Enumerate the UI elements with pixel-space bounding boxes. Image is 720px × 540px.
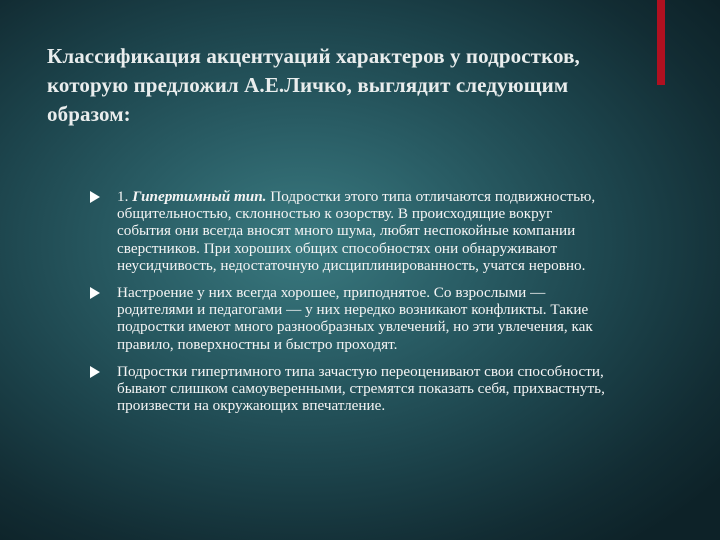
bullet-item-3 [90, 363, 610, 415]
bullet-text: Настроение у них всегда хорошее, приподнятое. Со взрослыми — родителями и педагогами — у них нередко возникают конфликты. Такие подростки имеют много разнообразных увлечений, но эти увлечения, как правило, поверхностны и быстро проходят. [117, 284, 593, 353]
bullet-term: Гипертимный тип. [132, 188, 267, 205]
triangle-bullet-icon [90, 287, 100, 299]
bullet-item-1 [90, 188, 610, 274]
bullet-item-2 [90, 284, 610, 353]
bullet-list [90, 188, 610, 424]
bullet-text: Подростки гипертимного типа зачастую переоценивают свои способности, бывают слишком самоуверенными, стремятся показать себя, прихвастнуть, произвести на окружающих впечатление. [117, 362, 605, 415]
triangle-bullet-icon [90, 191, 100, 203]
bullet-text: Подростки этого типа отличаются подвижностью, общительностью, склонностью к озорству. В происходящие вокруг события они всегда вносят много шума, любят неспокойные компании сверстников. При хороших общих способностях они обнаруживают неусидчивость, недостаточную дисциплинированность, учатся неровно. [117, 188, 596, 274]
bullet-number: 1. [117, 188, 133, 205]
triangle-bullet-icon [90, 366, 100, 378]
accent-bar [657, 0, 665, 85]
slide-title: Классификация акцентуаций характеров у подростков, которую предложил А.Е.Личко, выглядит следующим образом: [47, 44, 580, 126]
